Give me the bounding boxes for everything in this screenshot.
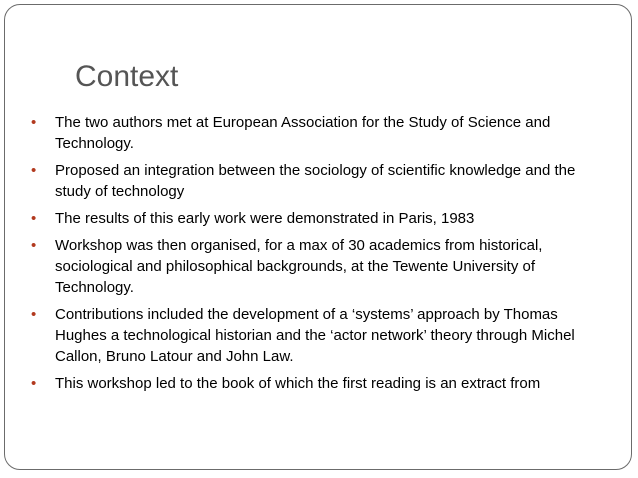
slide-frame [4, 4, 632, 470]
bullet-item [31, 304, 611, 367]
slide-title: Context [75, 60, 179, 93]
bullet-text: Contributions included the development of a ‘systems’ approach by Thomas Hughes a technological historian and the ‘actor network’ theory through Michel Callon, Bruno Latour and John Law. [55, 306, 575, 365]
bullet-item [31, 112, 611, 154]
bullet-item [31, 160, 611, 202]
bullet-item [31, 235, 611, 298]
bullet-item [31, 208, 611, 229]
bullet-dot-icon: • [31, 114, 37, 131]
bullet-dot-icon: • [31, 306, 37, 323]
bullet-text: This workshop led to the book of which the first reading is an extract from [55, 375, 541, 392]
bullet-text: Workshop was then organised, for a max of 30 academics from historical, sociological and philosophical backgrounds, at the Tewente University of Technology. [55, 237, 543, 296]
bullet-text: The results of this early work were demonstrated in Paris, 1983 [55, 210, 475, 227]
bullet-dot-icon: • [31, 375, 37, 392]
bullet-dot-icon: • [31, 210, 37, 227]
bullet-dot-icon: • [31, 237, 37, 254]
bullet-list [31, 112, 611, 400]
bullet-text: The two authors met at European Association for the Study of Science and Technology. [55, 114, 551, 152]
bullet-item [31, 373, 611, 394]
bullet-text: Proposed an integration between the sociology of scientific knowledge and the study of technology [55, 162, 576, 200]
bullet-dot-icon: • [31, 162, 37, 179]
